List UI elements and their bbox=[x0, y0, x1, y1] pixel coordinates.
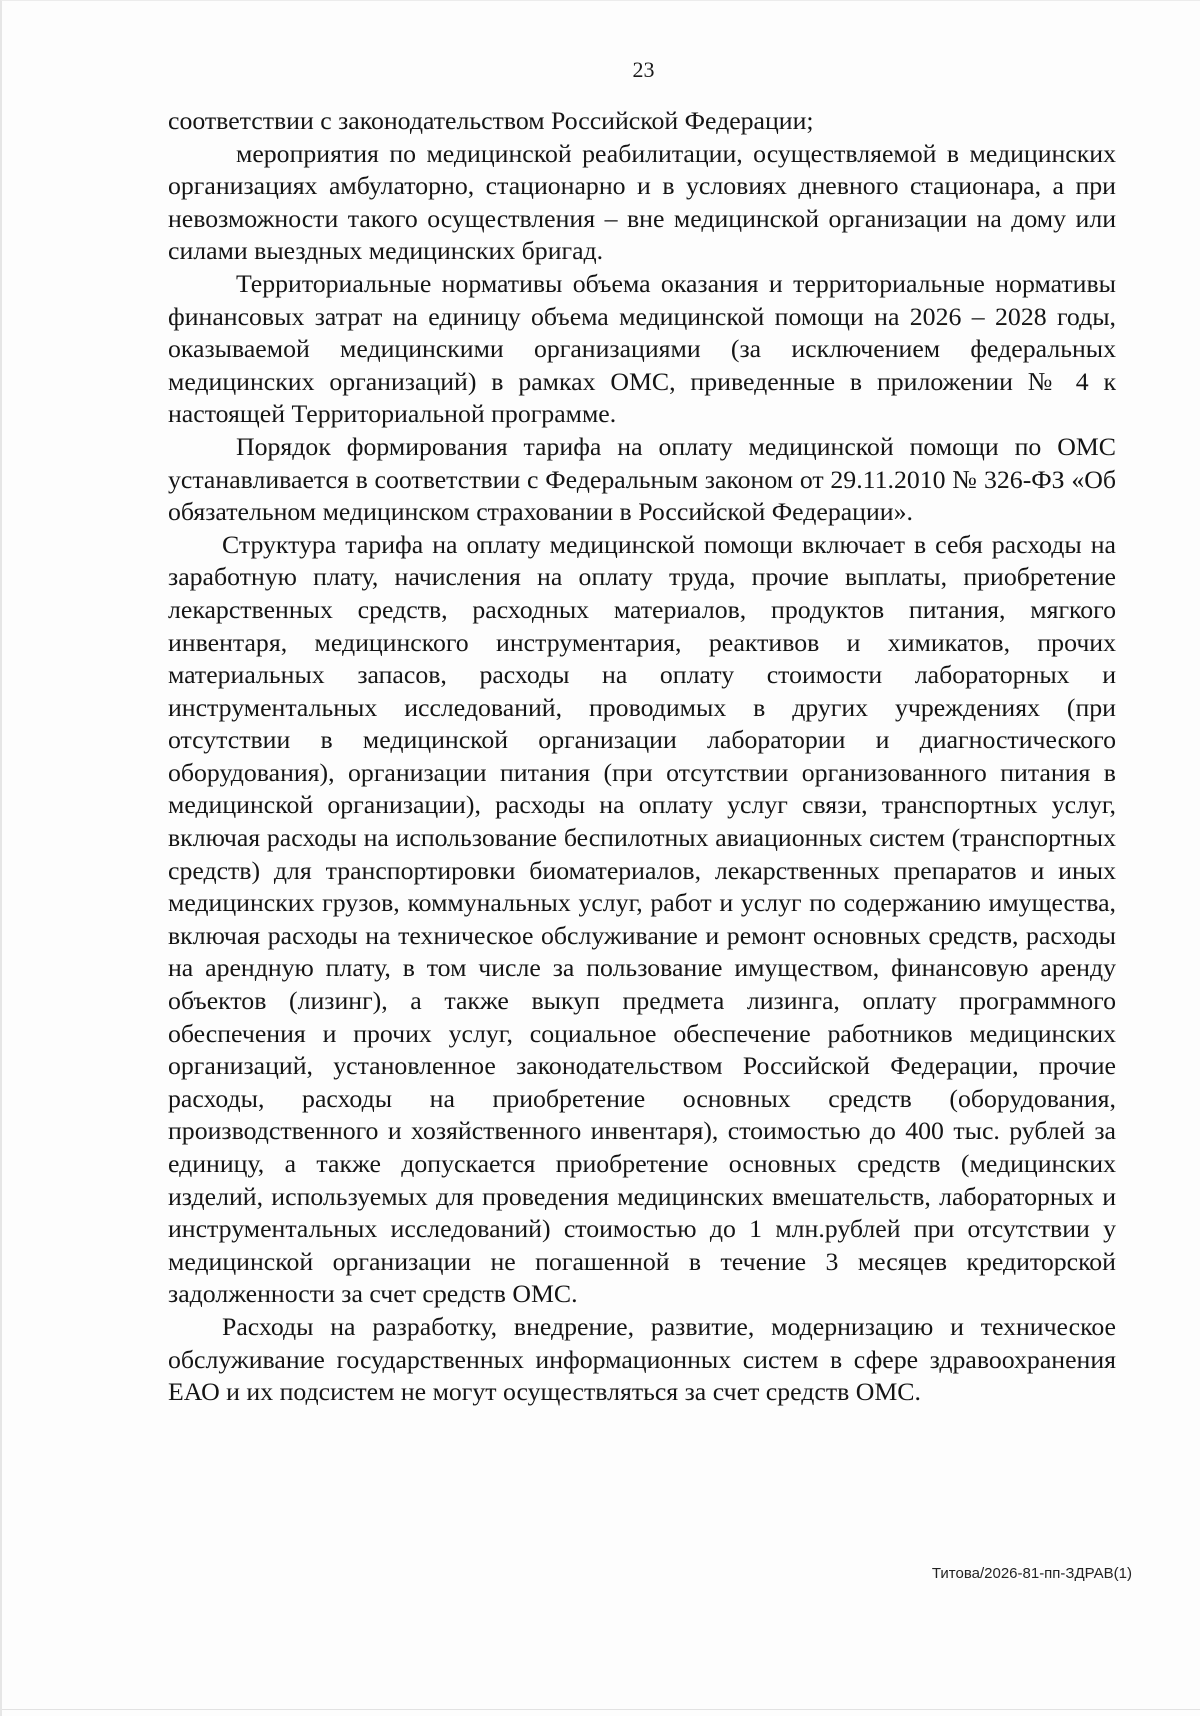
page-number: 23 bbox=[632, 57, 655, 82]
document-reference-code: Титова/2026-81-пп-ЗДРАВ(1) bbox=[931, 1565, 1132, 1582]
paragraph-continuation: соответствии с законодательством Российской Федерации; bbox=[168, 106, 814, 135]
scan-edge-line bbox=[2, 1709, 1200, 1710]
paragraph-tariff-structure: Структура тарифа на оплату медицинской помощи включает в себя расходы на заработную плату, начисления на оплату труда, прочие выплаты, приобретение лекарственных средств, расходных материалов, продуктов питания, мягкого инвентаря, медицинского инструментария, реактивов и химикатов, прочих материальных запасов, расходы на оплату стоимости лабораторных и инструментальных исследований, проводимых в других учреждениях (при отсутствии в медицинской организации лаборатории и диагностического оборудования), организации питания (при отсутствии организованного питания в медицинской организации), расходы на оплату услуг связи, транспортных услуг, включая расходы на использование беспилотных авиационных систем (транспортных средств) для транспортировки биоматериалов, лекарственных препаратов и иных медицинских грузов, коммунальных услуг, работ и услуг по содержанию имущества, включая расходы на техническое обслуживание и ремонт основных средств, расходы на арендную плату, в том числе за пользование имуществом, финансовую аренду объектов (лизинг), а также выкуп предмета лизинга, оплату программного обеспечения и прочих услуг, социальное обеспечение работников медицинских организаций, установленное законодательством Российской Федерации, прочие расходы, расходы на приобретение основных средств (оборудования, производственного и хозяйственного инвентаря), стоимостью до 400 тыс. рублей за единицу, а также допускается приобретение основных средств (медицинских изделий, используемых для проведения медицинских вмешательств, лабораторных и инструментальных исследований) стоимостью до 1 млн.рублей при отсутствии у медицинской организации не погашенной в течение 3 месяцев кредиторской задолженности за счет средств ОМС. bbox=[168, 529, 1116, 1309]
paragraph-information-systems: Расходы на разработку, внедрение, развитие, модернизацию и техническое обслуживание государственных информационных систем в сфере здравоохранения ЕАО и их подсистем не могут осуществляться за счет средств ОМС. bbox=[168, 1311, 1116, 1407]
paragraph-rehabilitation: мероприятия по медицинской реабилитации, осуществляемой в медицинских организациях амбулаторно, стационарно и в условиях дневного стационара, а при невозможности такого осуществления – вне медицинской организации на дому или силами выездных медицинских бригад. bbox=[168, 138, 1116, 266]
paragraph-territorial-norms: Территориальные нормативы объема оказания и территориальные нормативы финансовых затрат на единицу объема медицинской помощи на 2026 – 2028 годы, оказываемой медицинскими организациями (за исключением федеральных медицинских организаций) в рамках ОМС, приведенные в приложении № 4 к настоящей Территориальной программе. bbox=[168, 268, 1116, 429]
document-body bbox=[168, 105, 1116, 1409]
paragraph-tariff-procedure: Порядок формирования тарифа на оплату медицинской помощи по ОМС устанавливается в соответствии с Федеральным законом от 29.11.2010 № 326-ФЗ «Об обязательном медицинском страховании в Российской Федерации». bbox=[168, 431, 1116, 527]
